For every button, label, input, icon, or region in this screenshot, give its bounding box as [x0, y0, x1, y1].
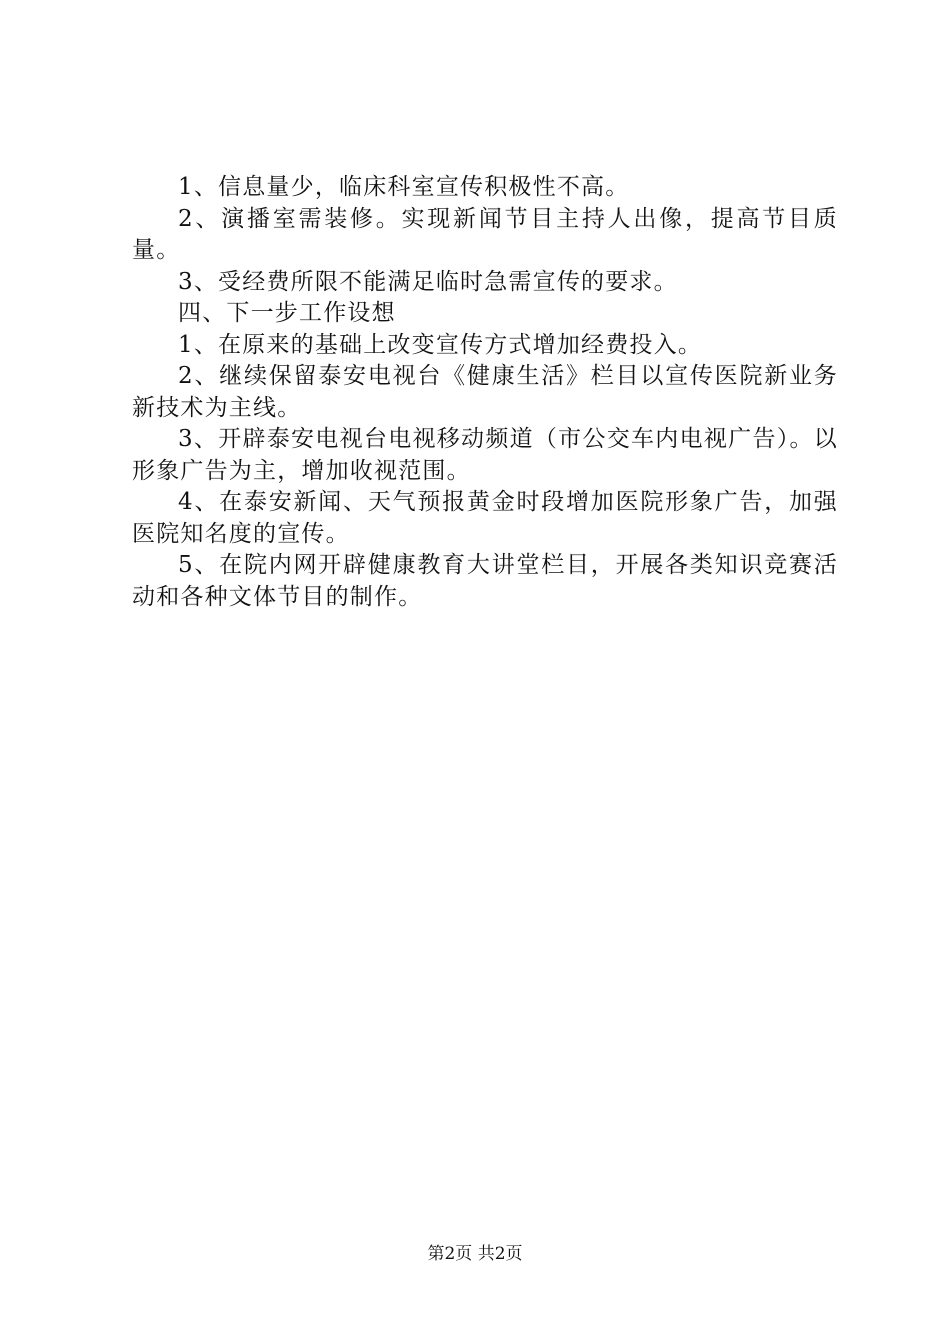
paragraph-issue-1: 1、信息量少，临床科室宣传积极性不高。 [178, 174, 630, 200]
paragraph-issue-2: 2、演播室需装修。实现新闻节目主持人出像，提高节目质量。 [132, 205, 838, 263]
paragraph-plan-2: 2、继续保留泰安电视台《健康生活》栏目以宣传医院新业务新技术为主线。 [132, 363, 838, 421]
paragraph-plan-3: 3、开辟泰安电视台电视移动频道（市公交车内电视广告）。以形象广告为主，增加收视范围。 [132, 426, 838, 484]
paragraph-plan-5: 5、在院内网开辟健康教育大讲堂栏目，开展各类知识竞赛活动和各种文体节目的制作。 [132, 552, 838, 610]
document-body [132, 172, 838, 613]
paragraph-plan-1: 1、在原来的基础上改变宣传方式增加经费投入。 [178, 331, 703, 358]
section-heading-next-steps: 四、下一步工作设想 [178, 300, 396, 326]
paragraph-issue-3: 3、受经费所限不能满足临时急需宣传的要求。 [178, 268, 678, 295]
page-number-footer: 第2页 共2页 [427, 1244, 523, 1264]
paragraph-plan-4: 4、在泰安新闻、天气预报黄金时段增加医院形象广告，加强医院知名度的宣传。 [132, 489, 838, 547]
